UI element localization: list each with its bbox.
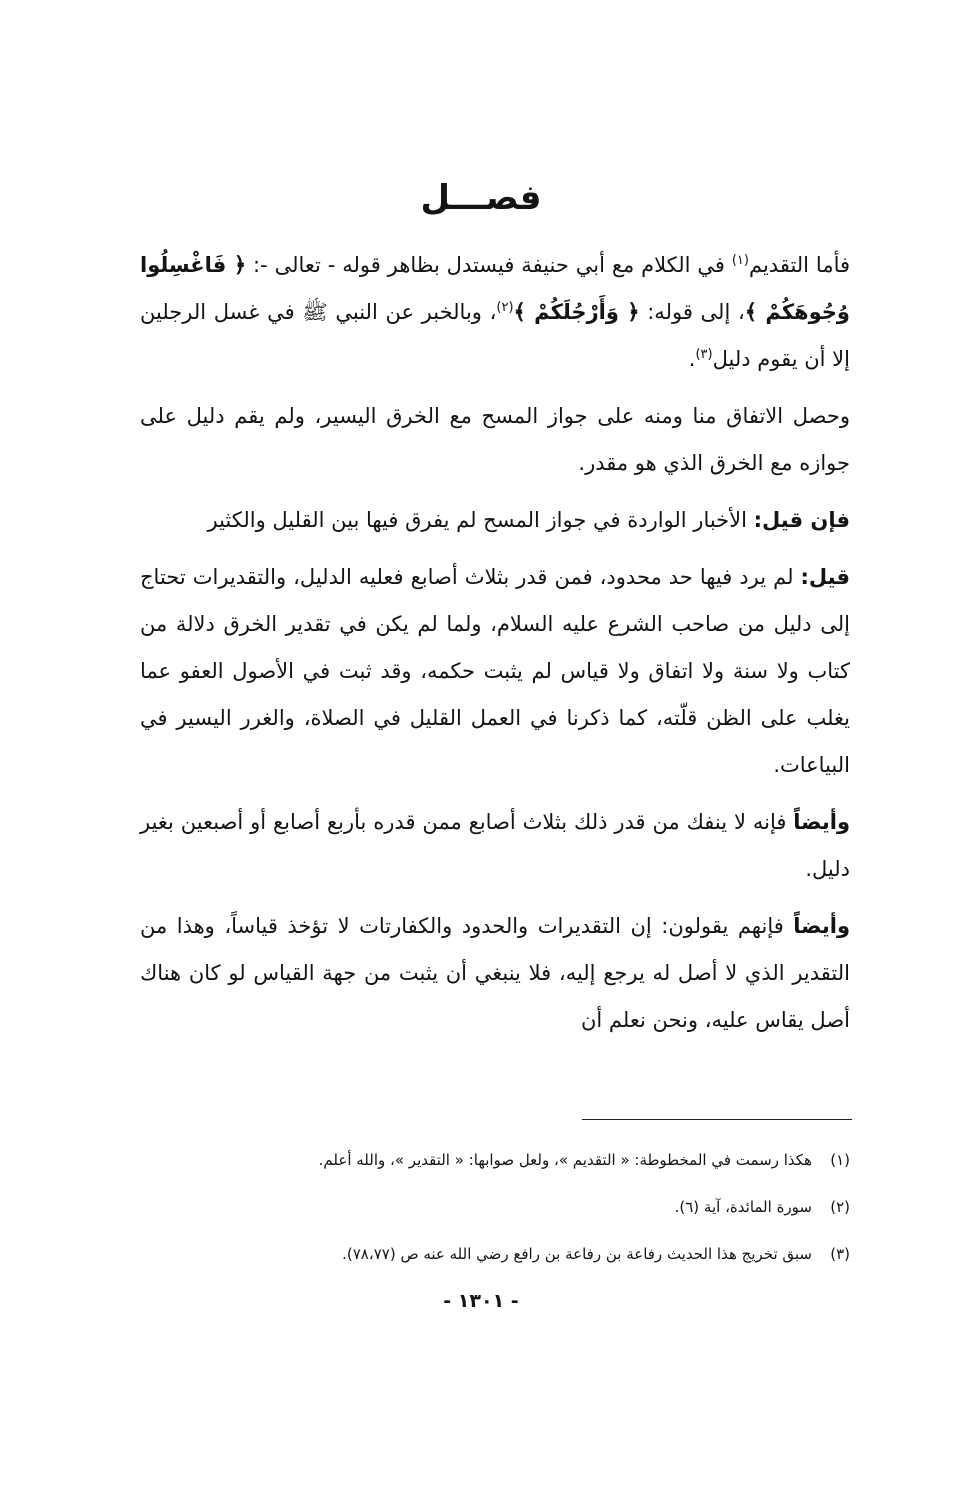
quran-quote: ﴿ وَأَرْجُلَكُمْ ﴾ xyxy=(513,300,640,324)
section-heading: فصـــل xyxy=(420,178,542,218)
footnote-ref-1[interactable]: (١) xyxy=(731,253,749,268)
paragraph-text: وحصل الاتفاق منا ومنه على جواز المسح مع الخرق اليسير، ولم يقم دليل على جوازه مع الخرق الذي هو مقدر. xyxy=(140,404,850,475)
paragraph-lead: فإن قيل: xyxy=(753,508,850,532)
paragraph-3 xyxy=(140,497,850,544)
paragraph-lead: وأيضاً xyxy=(793,914,850,938)
paragraph-text: فإنه لا ينفك من قدر ذلك بثلاث أصابع ممن قدره بأربع أصابع أو أصبعين بغير دليل. xyxy=(140,810,850,881)
footnote-1 xyxy=(140,1150,850,1171)
paragraph-text: فإنهم يقولون: إن التقديرات والحدود والكفارتات لا تؤخذ قياساً، وهذا من التقدير الذي لا أصل له يرجع إليه، فلا ينبغي أن يثبت من جهة القياس لو كان هناك أصل يقاس عليه، ونحن نعلم أن xyxy=(140,914,850,1032)
footnote-ref-2[interactable]: (٢) xyxy=(496,300,514,315)
footnote-number: (١) xyxy=(830,1151,850,1169)
footnote-3 xyxy=(140,1244,850,1265)
paragraph-text: ، إلى قوله: xyxy=(639,300,745,324)
footnote-text: هكذا رسمت في المخطوطة: « التقديم »، ولعل صوابها: « التقدير »، والله أعلم. xyxy=(318,1151,812,1169)
paragraph-lead: قيل: xyxy=(800,565,850,589)
footnote-number: (٣) xyxy=(830,1245,850,1263)
paragraph-text: في الكلام مع أبي حنيفة فيستدل بظاهر قوله - تعالى -: xyxy=(246,253,732,277)
main-text xyxy=(140,242,850,1054)
paragraph-text: الأخبار الواردة في جواز المسح لم يفرق فيها بين القليل والكثير xyxy=(207,508,754,532)
paragraph-text: . xyxy=(688,347,696,371)
paragraph-1 xyxy=(140,242,850,383)
paragraph-text: فأما التقديم xyxy=(748,253,851,277)
paragraph-6 xyxy=(140,903,850,1044)
paragraph-5 xyxy=(140,799,850,893)
footnote-2 xyxy=(140,1197,850,1218)
footnote-text: سبق تخريج هذا الحديث رفاعة بن رفاعة بن رافع رضي الله عنه ص (٧٨،٧٧). xyxy=(342,1245,812,1263)
footnote-ref-3[interactable]: (٣) xyxy=(695,347,713,362)
paragraph-text: ، وبالخبر عن النبي ﷺ في غسل الرجلين إلا أن يقوم دليل xyxy=(140,300,850,371)
footnote-separator xyxy=(582,1119,852,1120)
paragraph-lead: وأيضاً xyxy=(793,810,850,834)
footnote-number: (٢) xyxy=(830,1198,850,1216)
paragraph-4 xyxy=(140,554,850,789)
paragraph-text: لم يرد فيها حد محدود، فمن قدر بثلاث أصابع فعليه الدليل، والتقديرات تحتاج إلى دليل من صاحب الشرع عليه السلام، ولما لم يكن في تقدير الخرق دلالة من كتاب ولا سنة ولا اتفاق ولا قياس لم يثبت حكمه، وقد ثبت في الأصول العفو عما يغلب على الظن قلّته، كما ذكرنا في العمل القليل في الصلاة، والغرر اليسير في البياعات. xyxy=(140,565,850,777)
page-number: - ١٣٠١ - xyxy=(443,1290,519,1312)
paragraph-2 xyxy=(140,393,850,487)
quran-quote: ﴿ فَاغْسِلُوا وُجُوهَكُمْ ﴾ xyxy=(140,253,850,324)
footnote-text: سورة المائدة، آية (٦). xyxy=(674,1198,812,1216)
footnotes xyxy=(140,1150,850,1291)
